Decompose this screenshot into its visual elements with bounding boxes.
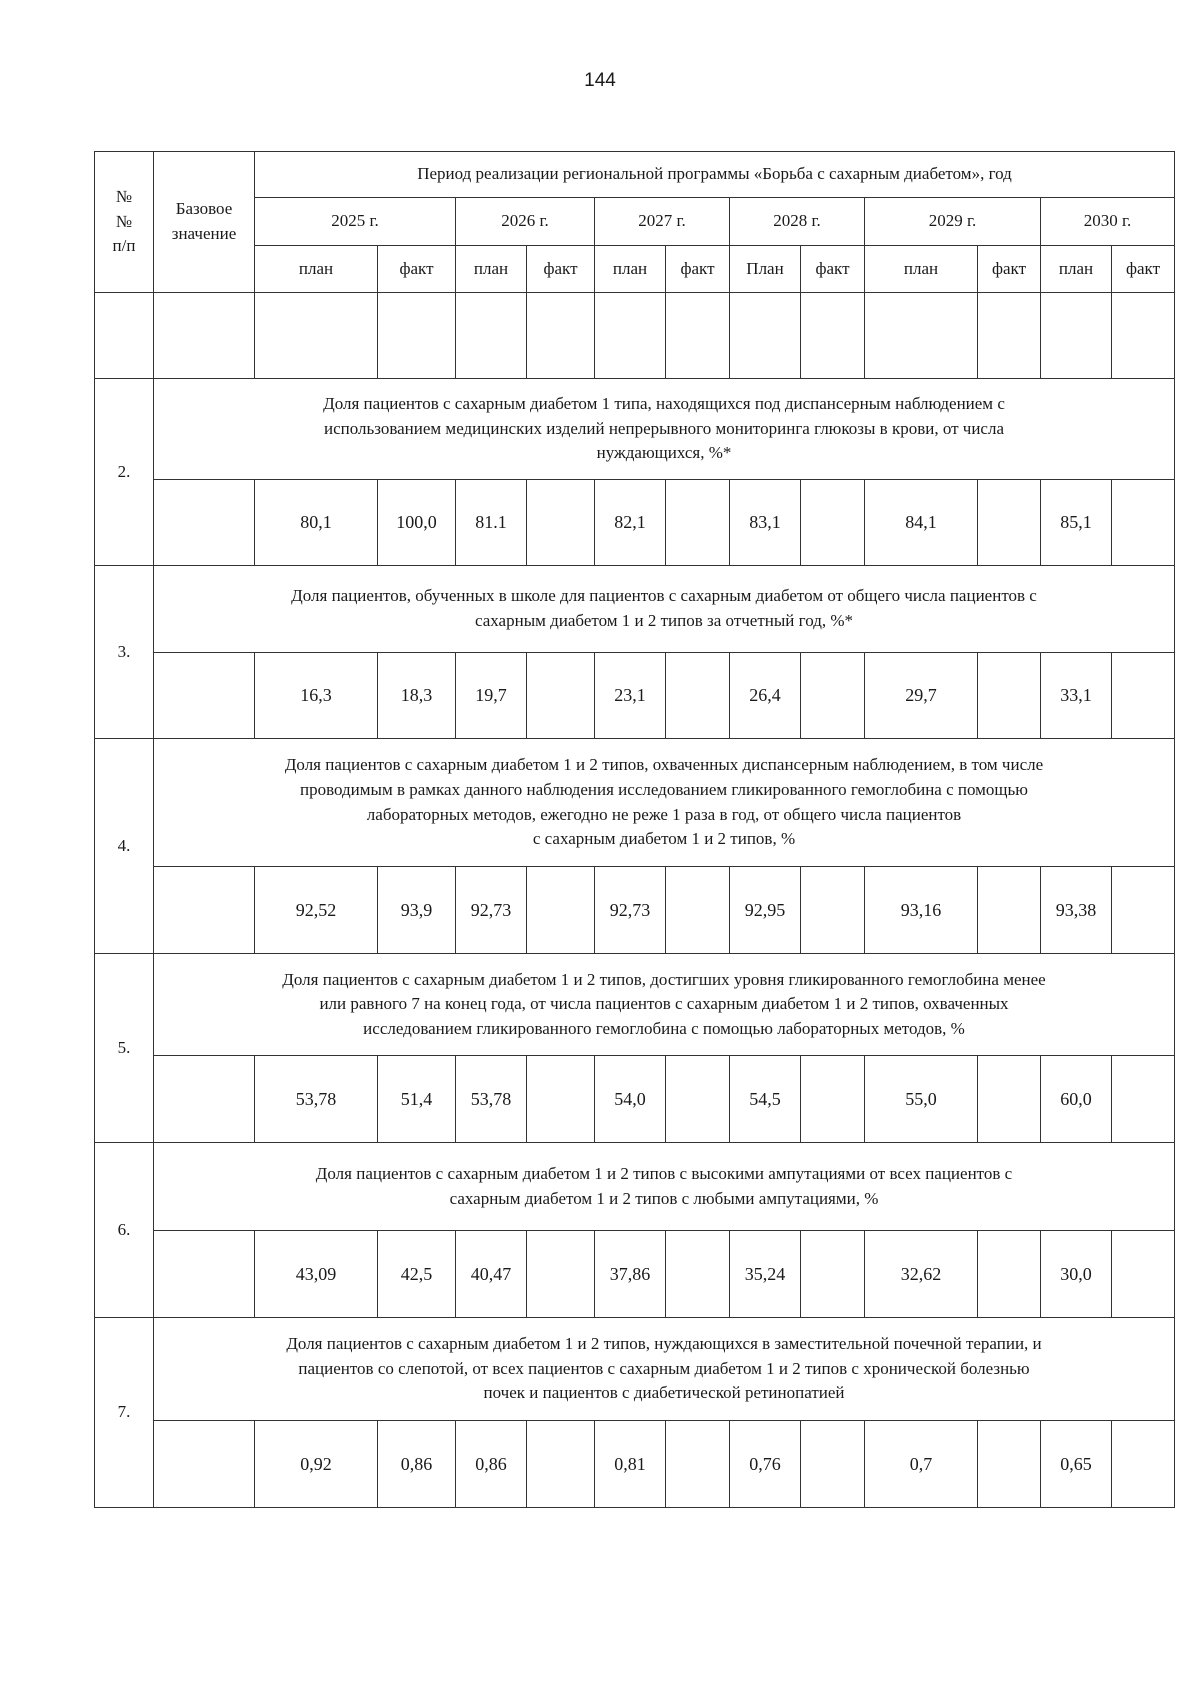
fact-value: 100,0 <box>378 480 456 566</box>
indicator-title <box>154 1318 1175 1421</box>
plan-value: 26,4 <box>730 653 801 739</box>
table-row <box>95 480 1175 566</box>
fact-value <box>801 480 865 566</box>
plan-value: 43,09 <box>255 1231 378 1318</box>
fact-value <box>978 653 1041 739</box>
plan-value: 0,92 <box>255 1421 378 1508</box>
indicator-title-line: сахарным диабетом 1 и 2 типов с любыми ампутациями, % <box>449 1188 879 1208</box>
header-base-cell <box>154 152 255 293</box>
fact-value <box>527 1231 595 1318</box>
indicator-title-line: или равного 7 на конец года, от числа пациентов с сахарным диабетом 1 и 2 типов, охваченных <box>319 994 1009 1014</box>
indicator-title-line: Доля пациентов с сахарным диабетом 1 и 2 типов, охваченных диспансерным наблюдением, в том числе <box>284 755 1044 775</box>
base-value-cell <box>154 653 255 739</box>
base-value-cell <box>154 480 255 566</box>
row-number: 3. <box>95 566 154 739</box>
header-plan-fact: факт <box>527 246 595 293</box>
header-year: 2026 г. <box>456 198 595 246</box>
empty-cell <box>730 293 801 379</box>
empty-cell <box>666 293 730 379</box>
empty-cell <box>154 293 255 379</box>
header-num-line: № <box>115 211 133 231</box>
empty-cell <box>595 293 666 379</box>
fact-value: 93,9 <box>378 867 456 954</box>
indicator-title-line: лабораторных методов, ежегодно не реже 1 раза в год, от общего числа пациентов <box>366 804 962 824</box>
indicator-title-line: Доля пациентов с сахарным диабетом 1 типа, находящихся под диспансерным наблюдением с <box>323 394 1005 414</box>
header-num-cell <box>95 152 154 293</box>
header-num-line: п/п <box>112 236 136 256</box>
plan-value: 30,0 <box>1041 1231 1112 1318</box>
fact-value <box>978 1421 1041 1508</box>
empty-cell <box>801 293 865 379</box>
plan-value: 23,1 <box>595 653 666 739</box>
header-year: 2029 г. <box>865 198 1041 246</box>
indicator-title <box>154 739 1175 867</box>
table-row <box>95 1231 1175 1318</box>
header-period-title: Период реализации региональной программы «Борьба с сахарным диабетом», год <box>255 152 1175 198</box>
table-row <box>95 867 1175 954</box>
plan-value: 84,1 <box>865 480 978 566</box>
indicator-title-line: нуждающихся, %* <box>596 443 732 463</box>
plan-value: 37,86 <box>595 1231 666 1318</box>
row-number: 4. <box>95 739 154 954</box>
indicator-title <box>154 1143 1175 1231</box>
empty-cell <box>978 293 1041 379</box>
table-row <box>95 1056 1175 1143</box>
table-row <box>95 379 1175 480</box>
base-value-cell <box>154 867 255 954</box>
fact-value <box>666 480 730 566</box>
table-row <box>95 739 1175 867</box>
plan-value: 53,78 <box>456 1056 527 1143</box>
fact-value <box>666 1056 730 1143</box>
header-year: 2028 г. <box>730 198 865 246</box>
fact-value <box>978 867 1041 954</box>
fact-value <box>1112 480 1175 566</box>
empty-cell <box>527 293 595 379</box>
fact-value <box>527 1056 595 1143</box>
header-year: 2025 г. <box>255 198 456 246</box>
fact-value <box>527 1421 595 1508</box>
plan-value: 92,73 <box>456 867 527 954</box>
empty-cell <box>1112 293 1175 379</box>
fact-value: 42,5 <box>378 1231 456 1318</box>
header-plan-fact: план <box>865 246 978 293</box>
indicator-title-line: Доля пациентов с сахарным диабетом 1 и 2 типов, нуждающихся в заместительной почечной терапии, и <box>286 1334 1042 1354</box>
indicator-title-line: с сахарным диабетом 1 и 2 типов, % <box>532 829 796 849</box>
page-number: 144 <box>584 70 616 91</box>
fact-value <box>801 1231 865 1318</box>
fact-value <box>801 653 865 739</box>
fact-value <box>527 653 595 739</box>
header-plan-fact: факт <box>378 246 456 293</box>
table-row <box>95 954 1175 1056</box>
empty-cell <box>255 293 378 379</box>
indicator-title-line: почек и пациентов с диабетической ретинопатией <box>483 1383 845 1403</box>
row-number: 7. <box>95 1318 154 1508</box>
fact-value <box>666 1231 730 1318</box>
indicator-title <box>154 566 1175 653</box>
plan-value: 81.1 <box>456 480 527 566</box>
fact-value <box>527 480 595 566</box>
header-plan-fact: факт <box>801 246 865 293</box>
fact-value <box>801 1421 865 1508</box>
fact-value <box>978 1056 1041 1143</box>
empty-cell <box>378 293 456 379</box>
fact-value <box>666 1421 730 1508</box>
plan-value: 0,7 <box>865 1421 978 1508</box>
plan-value: 53,78 <box>255 1056 378 1143</box>
plan-value: 82,1 <box>595 480 666 566</box>
header-plan-fact: план <box>456 246 527 293</box>
header-plan-fact: план <box>255 246 378 293</box>
table-row <box>95 1318 1175 1421</box>
plan-value: 92,52 <box>255 867 378 954</box>
plan-value: 54,5 <box>730 1056 801 1143</box>
table-row <box>95 1143 1175 1231</box>
indicator-title-line: исследованием гликированного гемоглобина с помощью лабораторных методов, % <box>363 1018 965 1038</box>
header-year: 2030 г. <box>1041 198 1175 246</box>
indicator-title-line: Доля пациентов с сахарным диабетом 1 и 2 типов, достигших уровня гликированного гемоглобина менее <box>282 969 1046 989</box>
fact-value <box>1112 1421 1175 1508</box>
indicator-title <box>154 379 1175 480</box>
plan-value: 40,47 <box>456 1231 527 1318</box>
fact-value <box>1112 1231 1175 1318</box>
header-plan-fact: факт <box>978 246 1041 293</box>
table-row <box>95 1421 1175 1508</box>
plan-value: 29,7 <box>865 653 978 739</box>
indicator-title-line: сахарным диабетом 1 и 2 типов за отчетный год, %* <box>474 611 854 630</box>
indicator-title-line: пациентов со слепотой, от всех пациентов с сахарным диабетом 1 и 2 типов с хронической болезнью <box>298 1358 1030 1378</box>
fact-value: 0,86 <box>378 1421 456 1508</box>
fact-value <box>978 1231 1041 1318</box>
plan-value: 0,76 <box>730 1421 801 1508</box>
indicator-title-line: проводимым в рамках данного наблюдения исследованием гликированного гемоглобина с помощью <box>300 779 1028 799</box>
plan-value: 0,81 <box>595 1421 666 1508</box>
plan-value: 60,0 <box>1041 1056 1112 1143</box>
header-plan-fact: план <box>595 246 666 293</box>
base-value-cell <box>154 1231 255 1318</box>
plan-value: 92,73 <box>595 867 666 954</box>
fact-value <box>801 1056 865 1143</box>
header-base-line: Базовое <box>175 199 233 219</box>
empty-cell <box>865 293 978 379</box>
header-num-line: № <box>115 187 133 207</box>
header-plan-fact: План <box>730 246 801 293</box>
plan-value: 16,3 <box>255 653 378 739</box>
plan-value: 92,95 <box>730 867 801 954</box>
table-row <box>95 566 1175 653</box>
indicators-table <box>94 151 1175 1508</box>
plan-value: 0,65 <box>1041 1421 1112 1508</box>
plan-value: 93,38 <box>1041 867 1112 954</box>
plan-value: 54,0 <box>595 1056 666 1143</box>
empty-cell <box>95 293 154 379</box>
plan-value: 32,62 <box>865 1231 978 1318</box>
base-value-cell <box>154 1056 255 1143</box>
fact-value: 18,3 <box>378 653 456 739</box>
row-number: 5. <box>95 954 154 1143</box>
plan-value: 93,16 <box>865 867 978 954</box>
fact-value <box>1112 653 1175 739</box>
plan-value: 85,1 <box>1041 480 1112 566</box>
base-value-cell <box>154 1421 255 1508</box>
header-base-line: значение <box>171 224 237 243</box>
table-row <box>95 653 1175 739</box>
row-number: 2. <box>95 379 154 566</box>
row-number: 6. <box>95 1143 154 1318</box>
fact-value <box>978 480 1041 566</box>
fact-value <box>527 867 595 954</box>
plan-value: 33,1 <box>1041 653 1112 739</box>
plan-value: 83,1 <box>730 480 801 566</box>
header-plan-fact: план <box>1041 246 1112 293</box>
plan-value: 35,24 <box>730 1231 801 1318</box>
indicator-title-line: использованием медицинских изделий непрерывного мониторинга глюкозы в крови, от числа <box>323 418 1005 438</box>
plan-value: 80,1 <box>255 480 378 566</box>
plan-value: 55,0 <box>865 1056 978 1143</box>
plan-value: 19,7 <box>456 653 527 739</box>
fact-value <box>1112 867 1175 954</box>
fact-value <box>801 867 865 954</box>
indicator-title-line: Доля пациентов, обученных в школе для пациентов с сахарным диабетом от общего числа пациентов с <box>291 586 1037 606</box>
plan-value: 0,86 <box>456 1421 527 1508</box>
header-plan-fact: факт <box>666 246 730 293</box>
fact-value <box>666 867 730 954</box>
indicator-title-line: Доля пациентов с сахарным диабетом 1 и 2 типов с высокими ампутациями от всех пациентов с <box>315 1163 1013 1183</box>
empty-cell <box>1041 293 1112 379</box>
header-year: 2027 г. <box>595 198 730 246</box>
header-plan-fact: факт <box>1112 246 1175 293</box>
fact-value <box>666 653 730 739</box>
fact-value <box>1112 1056 1175 1143</box>
fact-value: 51,4 <box>378 1056 456 1143</box>
indicator-title <box>154 954 1175 1056</box>
empty-cell <box>456 293 527 379</box>
